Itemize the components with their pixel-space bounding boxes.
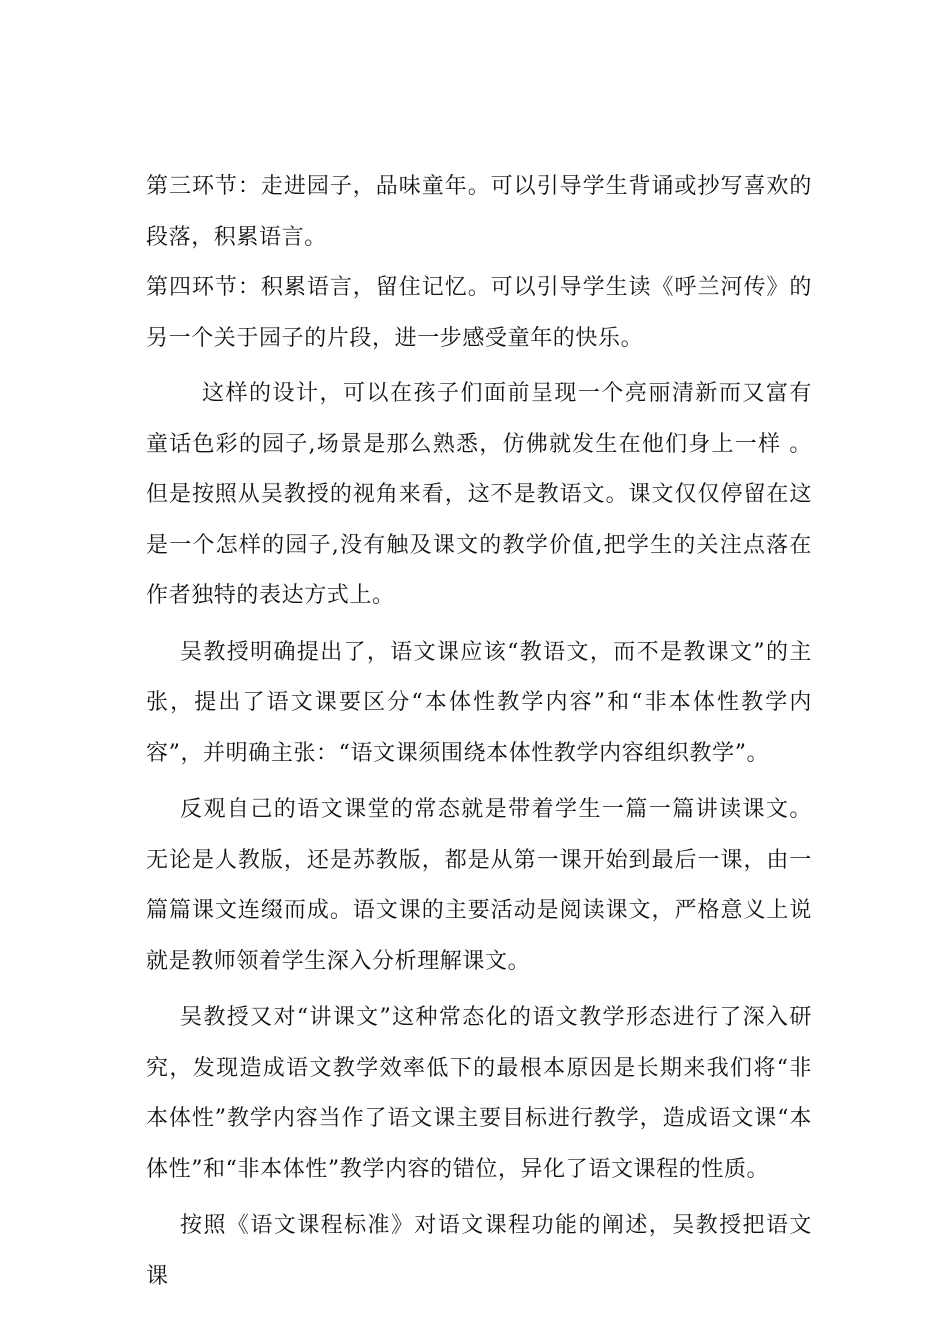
paragraph-design-reflection: 这样的设计，可以在孩子们面前呈现一个亮丽清新而又富有童话色彩的园子,场景是那么熟悉，仿佛就发生在他们身上一样 。但是按照从吴教授的视角来看，这不是教语文。课文仅仅停留在这是一个怎样的园子,没有触及课文的教学价值,把学生的关注点落在作者独特的表达方式上。 (146, 381, 812, 608)
paragraph-curriculum-standard: 按照《语文课程标准》对语文课程功能的阐述，吴教授把语文课 (146, 1213, 812, 1289)
paragraph-step-four: 第四环节：积累语言，留住记忆。可以引导学生读《呼兰河传》的另一个关于园子的片段，进一步感受童年的快乐。 (146, 275, 812, 351)
paragraph-self-reflection: 反观自己的语文课堂的常态就是带着学生一篇一篇讲读课文。无论是人教版，还是苏教版，都是从第一课开始到最后一课，由一篇篇课文连缀而成。语文课的主要活动是阅读课文，严格意义上说就是教师领着学生深入分析理解课文。 (146, 797, 812, 974)
paragraph-professor-proposal: 吴教授明确提出了，语文课应该“教语文，而不是教课文”的主张，提出了语文课要区分“本体性教学内容”和“非本体性教学内容”，并明确主张：“语文课须围绕本体性教学内容组织教学”。 (146, 639, 812, 766)
paragraph-step-three: 第三环节：走进园子，品味童年。可以引导学生背诵或抄写喜欢的段落，积累语言。 (146, 174, 812, 250)
document-body (146, 162, 812, 1302)
paragraph-research-finding: 吴教授又对“讲课文”这种常态化的语文教学形态进行了深入研究，发现造成语文教学效率低下的最根本原因是长期来我们将“非本体性”教学内容当作了语文课主要目标进行教学，造成语文课“本体性”和“非本体性”教学内容的错位，异化了语文课程的性质。 (146, 1005, 812, 1182)
